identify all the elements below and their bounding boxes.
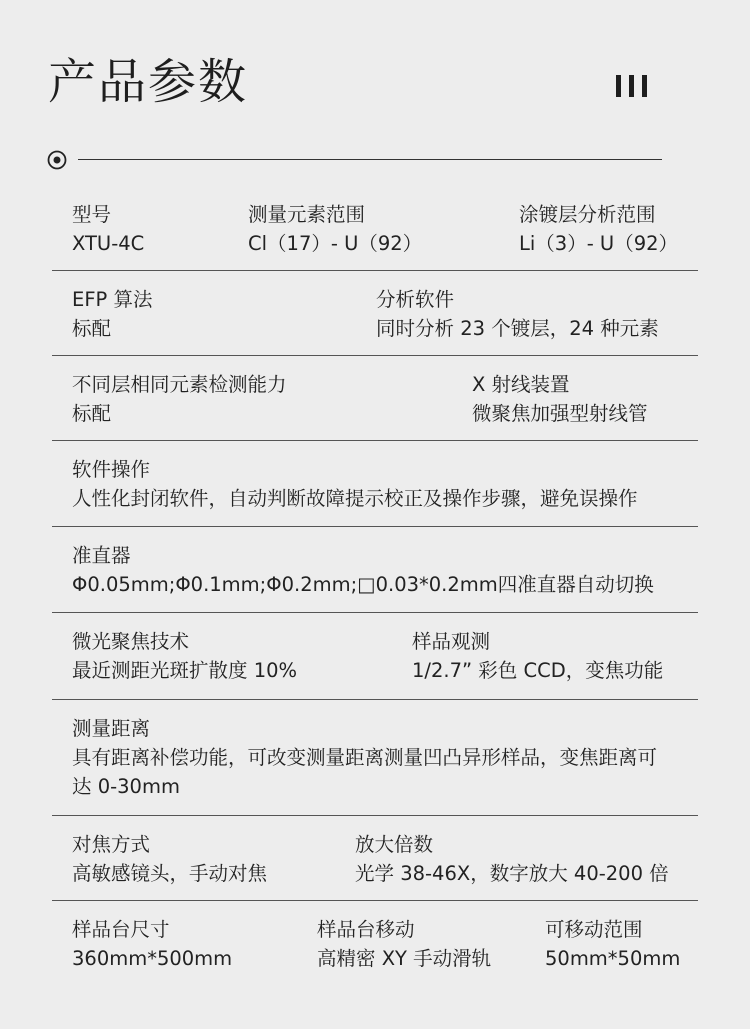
menu-bar: [629, 75, 634, 97]
spec-row-algorithm: [52, 271, 698, 356]
spec-row-focus-mode: [52, 816, 698, 901]
spec-value: 高精密 XY 手动滑轨: [317, 947, 492, 970]
spec-row-collimator: [52, 527, 698, 613]
spec-value: 同时分析 23 个镀层，24 种元素: [376, 317, 659, 340]
spec-label: 样品台移动: [317, 918, 415, 941]
spec-table: [52, 186, 698, 991]
spec-value: 标配: [72, 317, 112, 340]
spec-label: EFP 算法: [72, 288, 153, 311]
spec-cell: [72, 830, 267, 888]
spec-cell: [72, 200, 144, 258]
spec-cell: [412, 627, 663, 685]
spec-value: 人性化封闭软件，自动判断故障提示校正及操作步骤，避免误操作: [72, 487, 638, 510]
spec-value: 1/2.7” 彩色 CCD，变焦功能: [412, 659, 664, 682]
spec-value: 360mm*500mm: [72, 947, 233, 970]
spec-label: 样品观测: [412, 630, 491, 653]
page-title: 产品参数: [48, 54, 249, 110]
spec-label: 不同层相同元素检测能力: [72, 373, 287, 396]
spec-value: Li（3）- U（92）: [519, 232, 679, 255]
spec-label: 软件操作: [72, 458, 151, 481]
menu-bar: [616, 75, 621, 97]
spec-label: 放大倍数: [355, 833, 434, 856]
spec-cell: [72, 285, 153, 343]
spec-value: 标配: [72, 402, 112, 425]
spec-value: Cl（17）- U（92）: [248, 232, 423, 255]
spec-cell: [317, 915, 491, 973]
spec-value: 光学 38-46X，数字放大 40-200 倍: [355, 862, 669, 885]
spec-label: 可移动范围: [545, 918, 643, 941]
spec-row-distance: [52, 700, 698, 816]
spec-row-model: [52, 186, 698, 271]
spec-cell: [545, 915, 680, 973]
spec-cell: [472, 370, 648, 428]
spec-label: 测量距离: [72, 717, 151, 740]
menu-bar: [642, 75, 647, 97]
menu-bars-icon[interactable]: [616, 75, 647, 97]
target-icon: [47, 150, 67, 170]
spec-cell: [72, 370, 287, 428]
spec-cell: [355, 830, 669, 888]
spec-label: 测量元素范围: [248, 203, 366, 226]
spec-label: 涂镀层分析范围: [519, 203, 656, 226]
spec-value: 高敏感镜头，手动对焦: [72, 862, 268, 885]
spec-value: 微聚焦加强型射线管: [472, 402, 648, 425]
spec-label: 对焦方式: [72, 833, 151, 856]
spec-cell: [72, 714, 668, 801]
spec-label: 微光聚焦技术: [72, 630, 190, 653]
spec-cell: [72, 627, 297, 685]
spec-cell: [72, 455, 638, 513]
spec-row-stage: [52, 901, 698, 991]
spec-row-software: [52, 441, 698, 527]
spec-label: 样品台尺寸: [72, 918, 170, 941]
spec-value: 50mm*50mm: [545, 947, 681, 970]
spec-value: Φ0.05mm;Φ0.1mm;Φ0.2mm;□0.03*0.2mm四准直器自动切换: [72, 573, 654, 596]
spec-label: 分析软件: [376, 288, 455, 311]
spec-cell: [72, 915, 232, 973]
spec-cell: [248, 200, 422, 258]
spec-value: 最近测距光斑扩散度 10%: [72, 659, 298, 682]
spec-row-focus-tech: [52, 613, 698, 700]
spec-value: 具有距离补偿功能，可改变测量距离测量凹凸异形样品，变焦距离可达 0-30mm: [72, 746, 658, 798]
spec-label: X 射线装置: [472, 373, 570, 396]
header-divider: [78, 159, 662, 160]
spec-cell: [376, 285, 659, 343]
spec-cell: [72, 541, 654, 599]
spec-row-detection: [52, 356, 698, 441]
spec-label: 型号: [72, 203, 112, 226]
spec-cell: [519, 200, 678, 258]
spec-value: XTU-4C: [72, 232, 145, 255]
spec-label: 准直器: [72, 544, 131, 567]
